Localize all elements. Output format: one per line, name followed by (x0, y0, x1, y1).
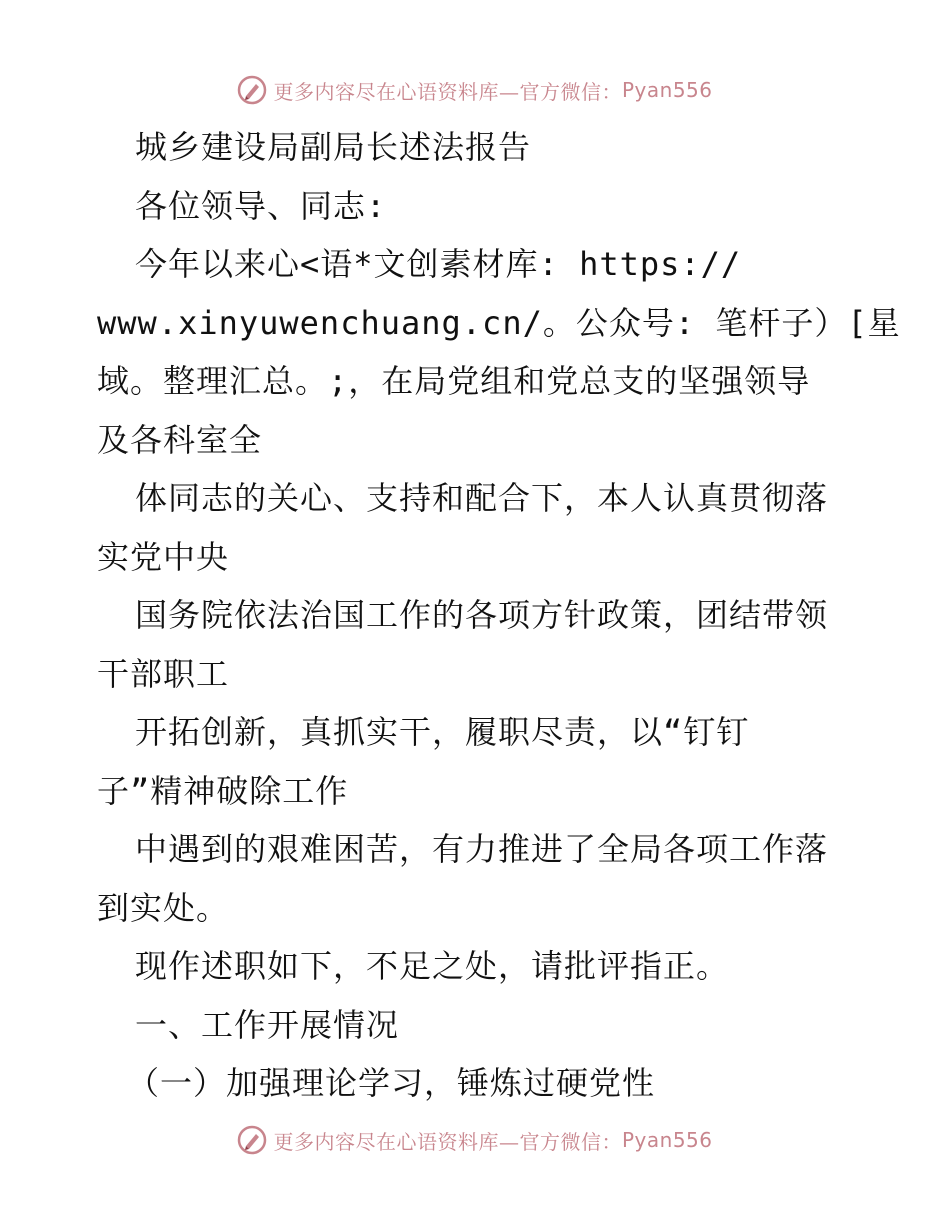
document-title: 城乡建设局副局长述法报告 (135, 128, 532, 166)
header-watermark (0, 70, 950, 110)
document-body (97, 118, 901, 1113)
section-heading: 一、工作开展情况 (135, 1005, 400, 1044)
paragraph-line: 今年以来心<语*文创素材库: https:// (135, 245, 742, 283)
watermark-text: 更多内容尽在心语资料库—官方微信： (273, 79, 622, 104)
paragraph-line: 中遇到的艰难困苦，有力推进了全局各项工作落 (135, 830, 829, 868)
paragraph-line: 国务院依法治国工作的各项方针政策，团结带领 (135, 596, 829, 634)
paragraph-line: 域。整理汇总。;，在局党组和党总支的坚强领导 (97, 362, 811, 400)
subsection-heading: （一）加强理论学习，锤炼过硬党性 (127, 1064, 656, 1102)
paragraph-line: 体同志的关心、支持和配合下，本人认真贯彻落 (135, 479, 829, 517)
paragraph-line: 实党中央 (97, 537, 230, 576)
pen-logo-icon (237, 1125, 267, 1155)
paragraph-line: 干部职工 (97, 654, 230, 693)
footer-watermark (0, 1120, 950, 1160)
paragraph-line: 子”精神破除工作 (97, 771, 349, 810)
watermark-id: Pyan556 (621, 1128, 713, 1152)
paragraph-line: www.xinyuwenchuang.cn/。公众号: 笔杆子）[星 (97, 303, 901, 342)
watermark-id: Pyan556 (621, 78, 713, 102)
paragraph-line: 现作述职如下，不足之处，请批评指正。 (135, 947, 730, 985)
watermark-text: 更多内容尽在心语资料库—官方微信： (273, 1129, 622, 1154)
paragraph-line: 及各科室全 (97, 420, 263, 459)
pen-logo-icon (237, 75, 267, 105)
paragraph-line: 到实处。 (97, 888, 230, 927)
paragraph-line: 开拓创新，真抓实干，履职尽责，以“钉钉 (135, 713, 750, 751)
paragraph-line: 各位领导、同志: (135, 186, 387, 225)
